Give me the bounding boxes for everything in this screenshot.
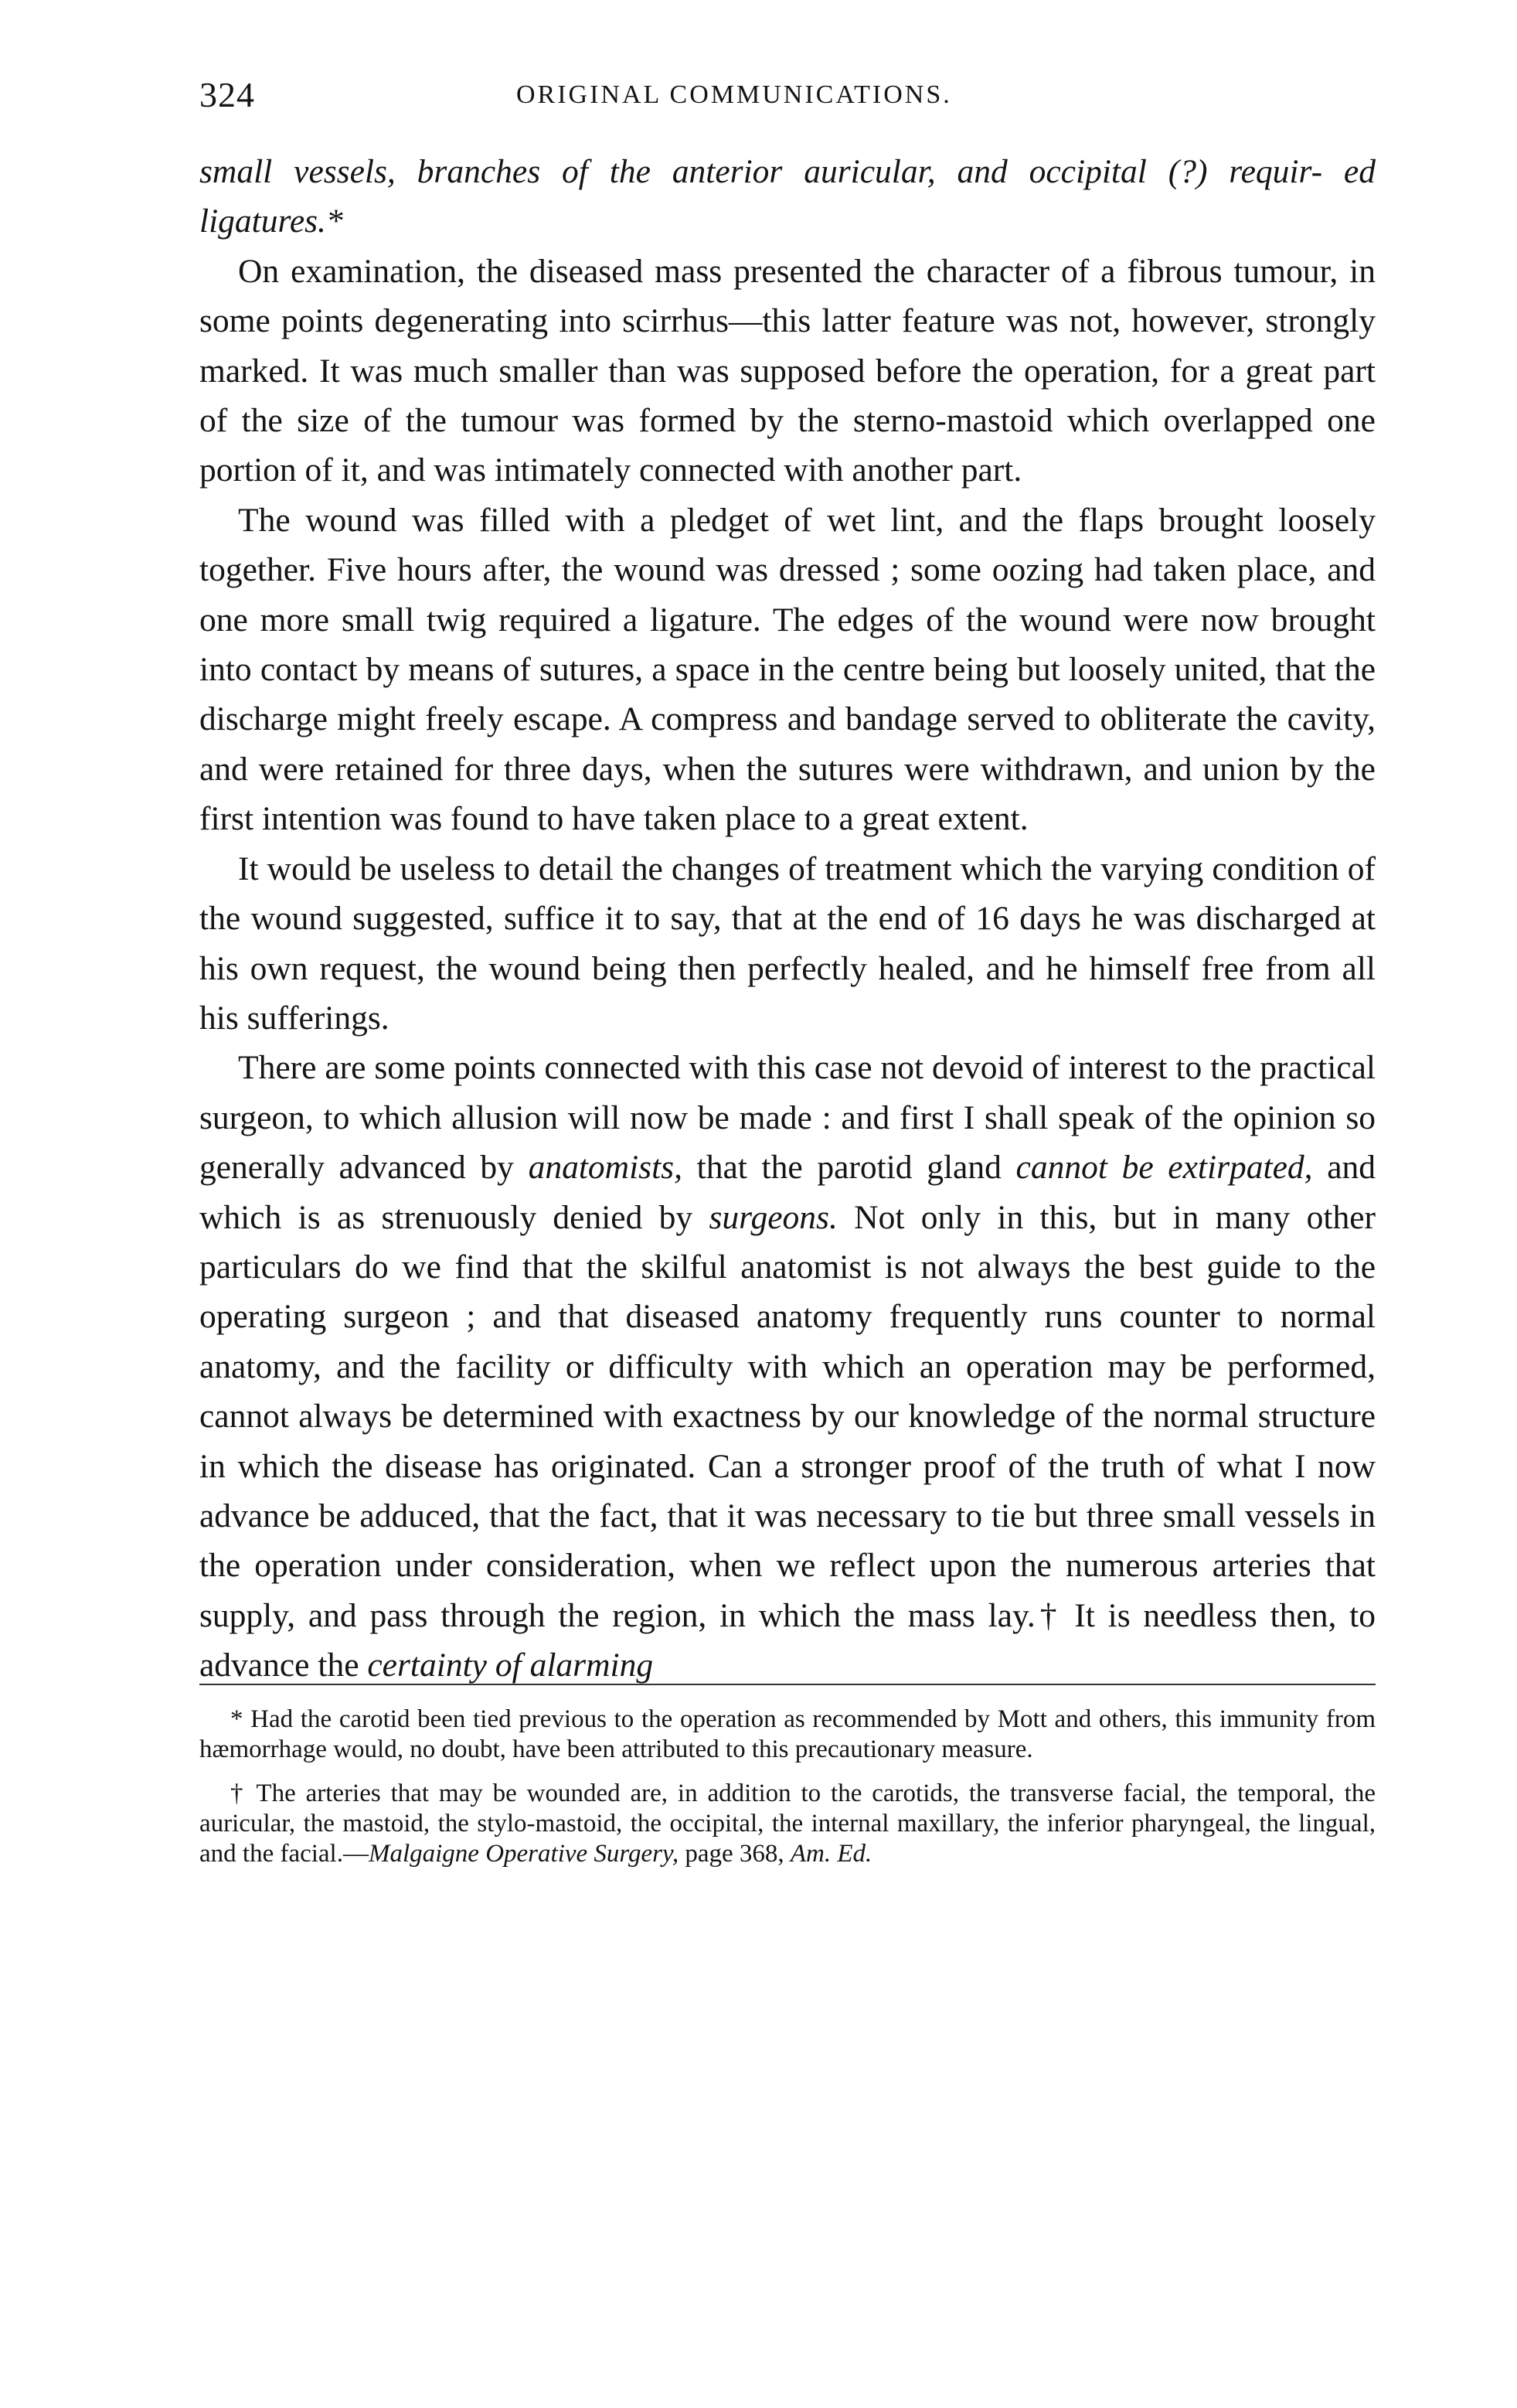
- paragraph-3: The wound was filled with a pledget of wet lint, and the flaps brought loosely together. Five hours after, the wound was dressed ; some oozing had taken place, and one more small twig required a ligature. The edges of the wound were now brought into contact by means of sutures, a space in the centre being but loosely united, that the discharge might freely escape. A compress and bandage served to obliterate the cavity, and were retained for three days, when the sutures were withdrawn, and union by the first intention was found to have taken place to a great extent.: [199, 501, 1376, 838]
- paragraph-5: [199, 1043, 1376, 1690]
- footnote-mark-asterisk: *: [325, 203, 343, 240]
- footnote-divider: [199, 1684, 1376, 1685]
- paragraph-5-italic-surgeons: surgeons.: [709, 1198, 838, 1236]
- paragraph-2: On examination, the diseased mass presented the character of a fibrous tumour, in some points degenerating into scirrhus—this latter feature was not, however, strongly marked. It was much smaller than was supposed before the operation, for a great part of the size of the tumour was formed by the sterno-mastoid which overlapped one portion of it, and was intimately connected with another part.: [199, 252, 1376, 489]
- running-head: ORIGINAL COMMUNICATIONS.: [516, 80, 952, 109]
- paragraph-1-italic: small vessels, branches of the anterior auricular, and occipital (?) requir- ed ligatures.: [199, 153, 1376, 240]
- footnotes: [199, 1705, 1376, 1883]
- paragraph-5-italic-certainty: certainty of alarming: [367, 1647, 654, 1684]
- paragraph-5-text-i: It is needless then, to advance the: [199, 1596, 1376, 1684]
- page-header: [199, 74, 1376, 121]
- footnote-2-text-c: page 368,: [679, 1840, 791, 1868]
- page-number: 324: [199, 75, 255, 114]
- footnote-2-italic-source: Malgaigne Operative Surgery,: [368, 1840, 679, 1868]
- paragraph-1: [199, 147, 1376, 247]
- footnote-mark-dagger: †: [1035, 1596, 1062, 1634]
- paragraph-5-text-a: There are some points connected with this case not devoid of interest to the practical surgeon, to which allusion will now be made : and first I shall speak of the opinion so generally advanced by: [199, 1049, 1376, 1187]
- footnote-2: [199, 1779, 1376, 1869]
- paragraph-5-italic-anatomists: anatomists,: [528, 1149, 682, 1187]
- paragraph-5-text-e: and which is as strenuously denied by: [199, 1149, 1376, 1236]
- paragraph-4: It would be useless to detail the changes of treatment which the varying condition of the wound suggested, suffice it to say, that at the end of 16 days he was discharged at his own request, the wound being then perfectly healed, and he himself free from all his sufferings.: [199, 850, 1376, 1037]
- paragraph-5-text-c: that the parotid gland: [682, 1149, 1016, 1187]
- body-text: [199, 147, 1376, 1691]
- paragraph-5-italic-cannot-be-extirpated: cannot be extirpated,: [1015, 1149, 1313, 1187]
- paragraph-5-text-g: Not only in this, but in many other particulars do we find that the skilful anatomist is not always the best guide to the operating surgeon ; and that diseased anatomy frequently runs counter to normal anatomy, and the facility or difficulty with which an operation may be performed, cannot always be determined with exactness by our knowledge of the normal structure in which the disease has originated. Can a stronger proof of the truth of what I now advance be adduced, that the fact, that it was necessary to tie but three small vessels in the operation under consideration, when we reflect upon the numerous arteries that supply, and pass through the region, in which the mass lay.: [199, 1198, 1376, 1634]
- footnote-2-text-a: † The arteries that may be wounded are, in addition to the carotids, the transverse facial, the temporal, the auricular, the mastoid, the stylo-mastoid, the occipital, the internal maxillary, the inferior pharyngeal, the lingual, and the facial.—: [199, 1780, 1376, 1868]
- footnote-2-italic-edition: Am. Ed.: [790, 1840, 872, 1868]
- footnote-1: * Had the carotid been tied previous to the operation as recommended by Mott and others, this immunity from hæmorrhage would, no doubt, have been attributed to this precautionary measure.: [199, 1705, 1376, 1763]
